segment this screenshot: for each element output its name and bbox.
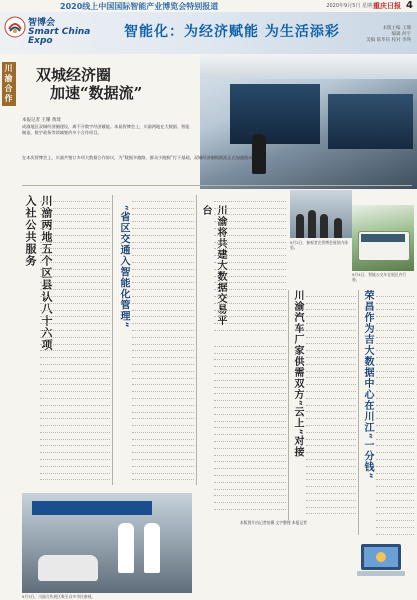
text-line: [376, 474, 414, 481]
text-line: [40, 263, 110, 270]
photo-caption: 9月4日，智能公交车在展区内行驶。: [352, 272, 407, 282]
photo-display-screen: [328, 94, 413, 149]
photo-display-screen: [230, 84, 320, 144]
text-line: [40, 358, 110, 365]
text-line: [376, 317, 414, 324]
text-line: [40, 440, 110, 447]
text-line: [40, 446, 110, 453]
text-line: [306, 474, 356, 481]
photo-person: [320, 214, 328, 238]
text-line: [214, 304, 286, 311]
text-line: [214, 347, 286, 354]
page-number: 4: [406, 0, 413, 11]
text-line: [306, 358, 356, 365]
text-line: [132, 304, 194, 311]
text-line: [132, 392, 194, 399]
text-line: [214, 496, 286, 503]
text-line: [132, 419, 194, 426]
editor-line: 美编 陈华钰 校对 李瑛: [366, 38, 411, 43]
text-line: [40, 474, 110, 481]
text-line: [214, 340, 286, 347]
brand-en-line-2: Expo: [28, 36, 53, 46]
text-line: [214, 263, 286, 270]
text-line: [132, 345, 194, 352]
text-line: [214, 428, 286, 435]
photo-person: [334, 218, 342, 238]
text-line: [40, 270, 110, 277]
text-line: [132, 202, 194, 209]
text-line: [132, 385, 194, 392]
editor-line: 本版主编 王珊: [382, 26, 411, 31]
text-line: [214, 202, 286, 209]
text-line: [132, 460, 194, 467]
text-line: [376, 501, 414, 508]
expo-brand: [28, 15, 90, 46]
text-line: [306, 487, 356, 494]
text-line: [306, 392, 356, 399]
section-divider: [22, 185, 412, 186]
text-line: [40, 467, 110, 474]
story-body: [214, 340, 286, 515]
text-line: [214, 422, 286, 429]
text-line: [40, 304, 110, 311]
text-line: [306, 399, 356, 406]
text-line: [306, 446, 356, 453]
text-line: [376, 385, 414, 392]
photo-caption: 9月3日，川渝合作展区吸引众多市民参观。: [22, 594, 96, 599]
text-line: [40, 249, 110, 256]
footnote: 本版图片由记者拍摄 文字整理 本报记者: [240, 520, 307, 525]
text-line: [376, 487, 414, 494]
text-line: [132, 256, 194, 263]
newspaper-name: 重庆日报: [373, 2, 401, 10]
text-line: [132, 215, 194, 222]
text-line: [376, 528, 414, 535]
text-line: [376, 297, 414, 304]
text-line: [132, 365, 194, 372]
text-line: [132, 480, 194, 485]
text-line: [40, 283, 110, 290]
text-line: [214, 456, 286, 463]
text-line: [376, 426, 414, 433]
story-headline: 川渝汽车厂家供需双方“云上”对接: [292, 290, 303, 458]
text-line: [214, 297, 286, 304]
text-line: [40, 406, 110, 413]
text-line: [214, 243, 286, 250]
text-line: [40, 345, 110, 352]
text-line: [214, 354, 286, 361]
text-line: [132, 277, 194, 284]
main-headline: [36, 66, 142, 102]
special-report-title: 2020线上中国国际智能产业博览会特别报道: [60, 2, 219, 11]
text-line: [214, 462, 286, 469]
photo-caption: 9月2日，参观者在智博会展馆内体验。: [290, 240, 348, 250]
text-line: [132, 209, 194, 216]
brand-cn: 智博会: [28, 18, 56, 28]
text-line: [214, 249, 286, 256]
text-line: [376, 365, 414, 372]
text-line: [40, 385, 110, 392]
text-line: [40, 209, 110, 216]
photo-person: [118, 523, 134, 573]
text-line: [376, 494, 414, 501]
text-line: [214, 388, 286, 395]
text-line: [214, 277, 286, 284]
page-header: [0, 12, 417, 54]
story-headline: 川渝将共建大数据交易平台: [200, 205, 226, 326]
crowd-photo: [290, 190, 352, 238]
text-line: [376, 310, 414, 317]
text-line: [376, 446, 414, 453]
text-line: [214, 256, 286, 263]
text-line: [376, 324, 414, 331]
smart-bus-photo: [352, 205, 414, 271]
text-line: [40, 413, 110, 420]
text-line: [40, 365, 110, 372]
text-line: [132, 270, 194, 277]
text-line: [40, 311, 110, 318]
text-line: [40, 399, 110, 406]
brand-en-line-1: Smart China: [28, 27, 91, 37]
text-line: [40, 256, 110, 263]
text-line: [40, 338, 110, 345]
text-line: [376, 406, 414, 413]
text-line: [306, 317, 356, 324]
text-line: [306, 440, 356, 447]
text-line: [376, 358, 414, 365]
text-line: [132, 399, 194, 406]
text-line: [214, 360, 286, 367]
text-line: [376, 304, 414, 311]
text-line: [306, 480, 356, 487]
text-line: [214, 490, 286, 497]
photo-person: [308, 210, 316, 238]
text-line: [40, 372, 110, 379]
text-line: [306, 378, 356, 385]
text-line: [40, 243, 110, 250]
text-line: [214, 195, 286, 202]
text-line: [132, 229, 194, 236]
text-line: [132, 406, 194, 413]
text-line: [376, 290, 414, 297]
text-line: [376, 344, 414, 351]
text-line: [214, 331, 286, 335]
text-line: [376, 467, 414, 474]
issue-date: 2020年9月5日 星期六: [326, 3, 377, 9]
text-line: [132, 467, 194, 474]
story-headline: 荣昌作为吉大数据中心在川江“一分钱”: [362, 290, 373, 480]
text-line: [306, 290, 356, 297]
text-line: [40, 460, 110, 467]
text-line: [132, 249, 194, 256]
text-line: [214, 317, 286, 324]
story-headline: “省区交通入智能化管理”: [118, 205, 129, 329]
photo-booth-banner: [32, 501, 152, 515]
text-line: [214, 381, 286, 388]
photo-car: [38, 555, 98, 581]
photo-person: [296, 214, 304, 238]
text-line: [40, 195, 110, 202]
text-line: [214, 394, 286, 401]
text-line: [40, 453, 110, 460]
text-line: [214, 469, 286, 476]
text-line: [40, 419, 110, 426]
text-line: [306, 344, 356, 351]
text-line: [132, 453, 194, 460]
text-line: [306, 467, 356, 474]
text-line: [214, 215, 286, 222]
text-line: [40, 236, 110, 243]
text-line: [40, 229, 110, 236]
text-line: [214, 401, 286, 408]
text-line: [40, 351, 110, 358]
text-line: [214, 435, 286, 442]
text-line: [132, 243, 194, 250]
text-line: [306, 433, 356, 440]
photo-visitor: [252, 134, 266, 174]
text-line: [306, 351, 356, 358]
byline: 本报记者 王珊 黄琦: [22, 118, 61, 123]
editor-line: 编辑 何宇: [391, 32, 411, 37]
column-rule: [112, 195, 113, 485]
column-rule: [358, 290, 359, 535]
story-body: [132, 195, 194, 485]
text-line: [306, 297, 356, 304]
text-line: [132, 413, 194, 420]
story-body: [40, 195, 110, 485]
text-line: [132, 236, 194, 243]
headline-line-1: 双城经济圈: [36, 66, 112, 84]
text-line: [376, 378, 414, 385]
text-line: [132, 324, 194, 331]
text-line: [376, 514, 414, 521]
text-line: [306, 460, 356, 467]
text-line: [306, 372, 356, 379]
text-line: [40, 433, 110, 440]
text-line: [376, 419, 414, 426]
text-line: [306, 304, 356, 311]
text-line: [376, 392, 414, 399]
text-line: [132, 474, 194, 481]
text-line: [132, 263, 194, 270]
text-line: [214, 476, 286, 483]
text-line: [306, 419, 356, 426]
text-line: [132, 433, 194, 440]
text-line: [214, 236, 286, 243]
text-line: [214, 374, 286, 381]
text-line: [132, 297, 194, 304]
text-line: [306, 310, 356, 317]
laptop-icon: [355, 540, 407, 580]
photo-ceiling: [200, 54, 417, 79]
text-line: [40, 426, 110, 433]
text-line: [40, 324, 110, 331]
text-line: [214, 270, 286, 277]
text-line: [40, 480, 110, 485]
text-line: [132, 338, 194, 345]
text-line: [214, 290, 286, 297]
photo-bus-window: [361, 234, 405, 242]
text-line: [214, 324, 286, 331]
expo-logo-icon: [4, 16, 26, 38]
text-line: [376, 508, 414, 515]
text-line: [214, 503, 286, 510]
text-line: [306, 406, 356, 413]
text-line: [306, 426, 356, 433]
text-line: [214, 222, 286, 229]
text-line: [306, 338, 356, 345]
text-line: [132, 372, 194, 379]
text-line: [132, 358, 194, 365]
column-rule: [196, 195, 197, 485]
text-line: [306, 385, 356, 392]
text-line: [132, 426, 194, 433]
text-line: [376, 480, 414, 487]
story-body: [214, 195, 286, 335]
text-line: [40, 277, 110, 284]
text-line: [214, 311, 286, 318]
text-line: [306, 453, 356, 460]
photo-person: [144, 523, 160, 573]
text-line: [214, 510, 286, 515]
text-line: [306, 501, 356, 508]
text-line: [214, 229, 286, 236]
text-line: [214, 408, 286, 415]
text-line: [214, 442, 286, 449]
text-line: [132, 222, 194, 229]
text-line: [306, 331, 356, 338]
text-line: [132, 311, 194, 318]
text-line: [306, 508, 356, 515]
text-line: [214, 283, 286, 290]
text-line: [40, 331, 110, 338]
text-line: [132, 379, 194, 386]
story-body: [376, 290, 414, 535]
text-line: [376, 399, 414, 406]
story-headline: 川渝两地五个区县认八十六项入社公共服务: [24, 195, 53, 351]
text-line: [132, 317, 194, 324]
story-body: [306, 290, 356, 520]
text-line: [132, 440, 194, 447]
text-line: [376, 372, 414, 379]
text-line: [376, 338, 414, 345]
text-line: [376, 453, 414, 460]
text-line: [376, 440, 414, 447]
text-line: [40, 202, 110, 209]
lead-paragraph-2: 在本次智博会上，川渝共签订多项大数据合作协议，为“数据多跑路、群众少跑腿”打下基础，双城经济圈数据流正在加速流动。: [22, 155, 257, 160]
text-line: [40, 379, 110, 386]
section-tag: 川渝合作: [4, 64, 14, 104]
text-line: [214, 415, 286, 422]
text-line: [40, 392, 110, 399]
column-rule: [288, 290, 289, 520]
text-line: [132, 290, 194, 297]
exhibition-hall-photo: [200, 54, 417, 189]
text-line: [214, 367, 286, 374]
text-line: [132, 446, 194, 453]
text-line: [40, 297, 110, 304]
text-line: [376, 433, 414, 440]
page-slogan: 智能化：为经济赋能 为生活添彩: [124, 24, 340, 40]
text-line: [306, 412, 356, 419]
text-line: [214, 483, 286, 490]
text-line: [40, 222, 110, 229]
text-line: [40, 290, 110, 297]
text-line: [306, 365, 356, 372]
text-line: [132, 351, 194, 358]
text-line: [214, 449, 286, 456]
text-line: [376, 351, 414, 358]
text-line: [132, 283, 194, 290]
text-line: [306, 324, 356, 331]
lead-paragraph: 成渝地区双城经济圈建设，离不开数字经济赋能。本届智博会上，川渝两地在大数据、智能制造、数字政务等领域签约多个合作项目。: [22, 124, 190, 136]
text-line: [376, 331, 414, 338]
expo-booth-photo: [22, 493, 192, 593]
text-line: [132, 331, 194, 338]
text-line: [376, 521, 414, 528]
headline-line-2: 加速“数据流”: [50, 84, 143, 102]
text-line: [306, 494, 356, 501]
text-line: [376, 412, 414, 419]
text-line: [132, 195, 194, 202]
text-line: [376, 460, 414, 467]
text-line: [40, 317, 110, 324]
editor-credits: [366, 26, 411, 44]
text-line: [40, 215, 110, 222]
text-line: [214, 209, 286, 216]
